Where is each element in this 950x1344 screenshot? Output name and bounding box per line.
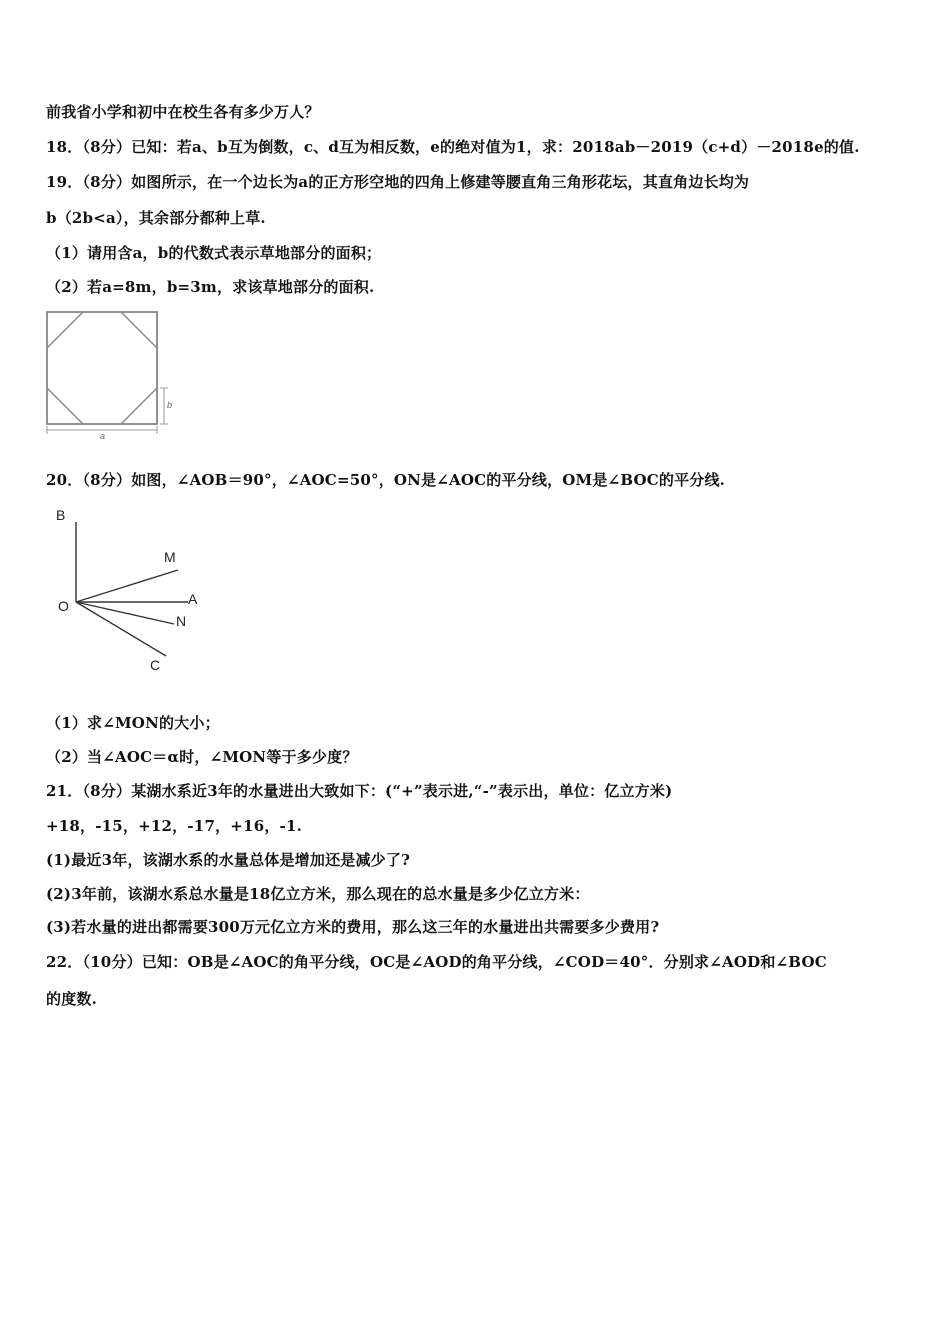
label-C: C [150, 657, 161, 673]
label-b: b [167, 400, 173, 410]
question-19-line1: 19．（8分）如图所示，在一个边长为a的正方形空地的四角上修建等腰直角三角形花坛，其直角边长均为 [46, 173, 750, 191]
square-outline [47, 312, 157, 424]
question-21-part3: (3)若水量的进出都需要300万元亿立方米的费用，那么这三年的水量进出共需要多少费用? [46, 918, 660, 936]
label-N: N [176, 613, 187, 629]
question-20: 20．（8分）如图，∠AOB＝90°，∠AOC=50°，ON是∠AOC的平分线，OM是∠BOC的平分线. [46, 471, 726, 489]
ray-ON [76, 602, 174, 624]
label-A: A [188, 591, 198, 607]
question-21-part2: (2)3年前，该湖水系总水量是18亿立方米，那么现在的总水量是多少亿立方米： [46, 885, 590, 903]
figure-20-angles [50, 502, 210, 678]
label-O: O [58, 598, 69, 614]
corner-triangle-tr [121, 312, 157, 348]
question-20-part2: （2）当∠AOC＝α时，∠MON等于多少度？ [46, 748, 358, 766]
question-21: 21．（8分）某湖水系近3年的水量进出大致如下：(“+”表示进,“-”表示出，单位：亿立方米) [46, 782, 673, 800]
question-21-values: +18，-15，+12，-17，+16，-1. [46, 817, 303, 835]
label-M: M [164, 549, 176, 565]
question-19-line2: b（2b<a），其余部分都种上草. [46, 209, 266, 227]
question-19-part2: （2）若a=8m，b=3m，求该草地部分的面积. [46, 278, 375, 296]
question-20-part1: （1）求∠MON的大小； [46, 714, 220, 732]
corner-triangle-br [121, 388, 157, 424]
label-B: B [56, 507, 66, 523]
question-21-part1: (1)最近3年，该湖水系的水量总体是增加还是减少了? [46, 851, 411, 869]
question-22-line2: 的度数. [46, 990, 98, 1008]
text-line-0: 前我省小学和初中在校生各有多少万人？ [46, 103, 320, 121]
corner-triangle-tl [47, 312, 83, 348]
ray-OC [76, 602, 166, 656]
question-19-part1: （1）请用含a，b的代数式表示草地部分的面积； [46, 244, 382, 262]
label-a: a [100, 431, 106, 441]
corner-triangle-bl [47, 388, 83, 424]
ray-OM [76, 570, 178, 602]
question-18: 18．（8分）已知：若a、b互为倒数，c、d互为相反数，e的绝对值为1，求：2018ab－2019（c+d）－2018e的值. [46, 138, 860, 156]
figure-19-square [40, 306, 173, 441]
question-22-line1: 22．（10分）已知：OB是∠AOC的角平分线，OC是∠AOD的角平分线，∠COD＝40°．分别求∠AOD和∠BOC [46, 953, 827, 971]
